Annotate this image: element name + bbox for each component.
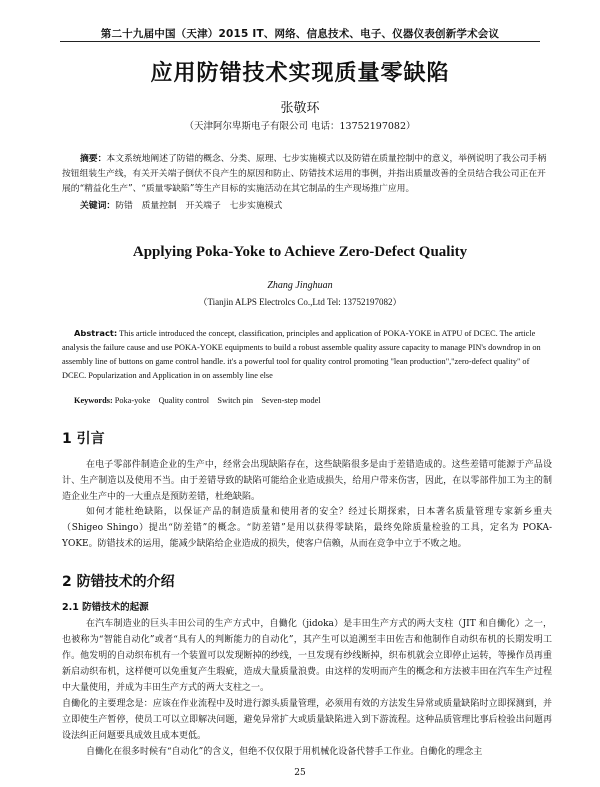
origin-paragraph-3: 自働化在很多时候有“自动化”的含义，但绝不仅仅限于用机械化设备代替手工作业。自働化的理念主: [86, 747, 483, 757]
keywords-label-cn: 关键词：: [80, 201, 116, 211]
abstract-cn: [62, 152, 550, 197]
paper-title-cn: 应用防错技术实现质量零缺陷: [150, 61, 450, 86]
affiliation-en: （Tianjin ALPS Electrolcs Co.,Ltd Tel: 13752197082）: [198, 297, 402, 307]
keywords-label-en: Keywords:: [74, 396, 113, 405]
subsection-heading-origin: 2.1 防错技术的起源: [62, 602, 149, 613]
author-en: Zhang Jinghuan: [267, 280, 333, 291]
affiliation-cn: （天津阿尔卑斯电子有限公司 电话：13752197082）: [184, 121, 416, 132]
paper-title-en: Applying Poka-Yoke to Achieve Zero-Defect Quality: [132, 244, 468, 260]
keywords-cn: [80, 198, 550, 211]
abstract-label-cn: 摘要：: [80, 154, 107, 164]
origin-paragraph-1-text: 在汽车制造业的巨头丰田公司的生产方式中，自働化（jidoka）是丰田生产方式的两大支柱（JIT 和自働化）之一，也被称为“智能自动化”或者“具有人的判断能力的自动化”，其产生可以追溯至丰田佐吉和他制作自动织布机的长期发明工作。他发明的自动织布机有一个装置可以发现断掉的纱线，一旦发现有纱线断掉，织布机就会立即停止运转，等操作员再重新启动织布机，这样便可以免重复产生瑕疵，造成大量质量浪费。由这样的发明而产生的概念和方法被丰田在汽车生产过程中大量使用，并成为丰田生产方式的两大支柱之一。: [62, 619, 552, 693]
keywords-text-cn: 防错 质量控制 开关端子 七步实施模式: [115, 201, 283, 211]
author-cn: 张敬环: [280, 101, 320, 116]
abstract-en: [62, 326, 555, 383]
section-heading-intro: 1 引言: [62, 431, 105, 447]
abstract-text-cn: 本文系统地阐述了防错的概念、分类、原理、七步实施模式以及防错在质量控制中的意义，举例说明了我公司手柄按钮组装生产线，有关开关端子倒伏不良产生的原因和防止、防错技术运用的事例，并指出质量改善的全员结合我公司正在开展的“精益化生产”、“质量零缺陷”等生产目标的实施活动在其它制品的生产现场推广应用。: [62, 154, 547, 194]
section-heading-tech: 2 防错技术的介绍: [62, 574, 175, 590]
origin-paragraph-1: [62, 616, 552, 744]
keywords-en: [74, 394, 555, 406]
intro-paragraph-1: 在电子零部件制造企业的生产中，经常会出现缺陷存在，这些缺陷很多是由于差错造成的。这些差错可能源于产品设计、生产制造以及使用不当。由于差错导致的缺陷可能给企业造成损失，给用户带来伤害，因此，在以零部件加工为主的制造企业生产中的一大重点是预防差错，杜绝缺陷。: [62, 460, 552, 502]
header-rule: [60, 41, 540, 42]
conference-header: 第二十九届中国（天津）2015 IT、网络、信息技术、电子、仪器仪表创新学术会议: [100, 28, 500, 40]
intro-paragraph-2: 如何才能杜绝缺陷，以保证产品的制造质量和使用者的安全？经过长期探索，日本著名质量管理专家新乡重夫（Shigeo Shingo）提出“防差错”的概念。“防差错”是用以获得零缺陷，最终免除质量检验的工具，定名为 POKA-YOKE。防错技术的运用，能减少缺陷给企业造成的损失，使客户信赖，从而在竞争中立于不败之地。: [62, 507, 552, 549]
abstract-text-en: This article introduced the concept, classification, principles and application of POKA-YOKE in ATPU of DCEC. The article analysis the failure cause and use POKA-YOKE equipments to build a robust assemble quality assure capacity to manage PIN's downdrop in on assembly line of buttons on game control handle. it's a powerful tool for quality control promoting "lean production","zero-defect quality" of DCEC. Popularization and Application in on assembly line else: [62, 329, 541, 380]
abstract-label-en: Abstract:: [74, 328, 118, 338]
origin-paragraph-2-text: 自働化的主要理念是：应该在作业流程中及时进行源头质量管理，必须用有效的方法发生异常或质量缺陷时立即探测到，并立即使生产暂停，使员工可以立即解决问题，避免异常扩大或质量缺陷进入到下游流程。这种品质管理比事后检验出问题再设法纠正问题要具成效且成本更低。: [62, 699, 552, 741]
page-number: 25: [294, 768, 306, 778]
keywords-text-en: Poka-yoke Quality control Switch pin Seven-step model: [114, 396, 321, 405]
